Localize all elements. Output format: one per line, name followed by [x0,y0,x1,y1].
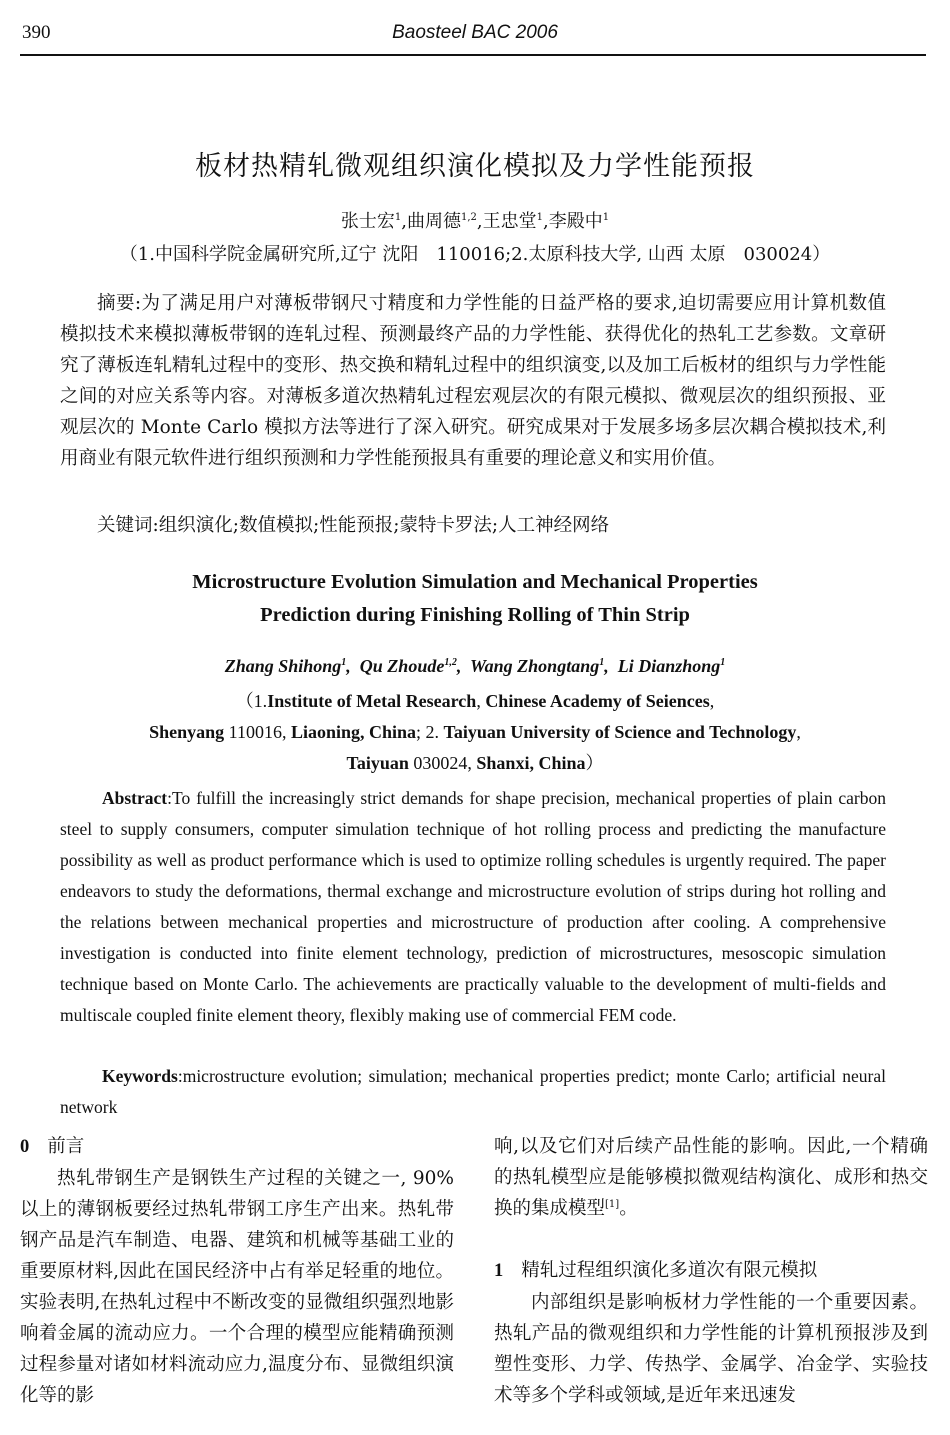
section-title: 精轧过程组织演化多道次有限元模拟 [521,1260,818,1281]
author-sup: 1,2 [460,212,477,223]
section-number: 0 [20,1137,30,1157]
author-sup: 1 [341,657,347,668]
page-number: 390 [22,22,51,43]
affil-num2: 2. [425,722,440,742]
section-number: 1 [494,1261,504,1281]
affil-city1: Shenyang [149,722,225,742]
running-title: Baosteel BAC 2006 [392,22,558,43]
paper-title-en [0,566,950,632]
author-name-en: Zhang Shihong [224,656,342,676]
keywords-en-label: Keywords [102,1066,178,1086]
affil-zip2: 030024 [413,753,468,773]
citation: [1] [605,1199,620,1210]
affil-en-line1: （1.Institute of Metal Research, Chinese Academy of Seiences, [235,691,715,711]
affil-en-line3: Taiyuan 030024, Shanxi, China） [346,753,604,773]
author-name: 王忠堂 [482,211,537,232]
title-en-line2: Prediction during Finishing Rolling of Thin Strip [260,604,690,626]
abstract-en: Abstract:To fulfill the increasingly strict demands for shape precision, mechanical properties of plain carbon steel to supply consumers, computer simulation technique of hot rolling process and predicting the manufacture possibility as well as product performance which is used to optimize rolling schedules is urgently required. The paper endeavors to study the deformations, thermal exchange and microstructure evolution of strips during hot rolling and the relations between mechanical properties and microstructure of production after cooling. A comprehensive investigation is conducted into finite element technology, prediction of microstructures, mesoscopic simulation technique based on Monte Carlo. The achievements are practically valuable to the development of multi-fields and multiscale coupled finite element theory, flexibly making use of commercial FEM code. [60,788,886,1025]
abstract-en-text: To fulfill the increasingly strict demands for shape precision, mechanical properties of plain carbon steel to supply consumers, computer simulation technique of hot rolling process and predicting the manufacture possibility as well as product performance which is used to optimize rolling schedules is urgently required. The paper endeavors to study the deformations, thermal exchange and microstructure evolution of strips during hot rolling and the relations between mechanical properties and microstructure of production after cooling. A comprehensive investigation is conducted into finite element technology, prediction of microstructures, mesoscopic simulation technique based on Monte Carlo. The achievements are practically valuable to the development of multi-fields and multiscale coupled finite element theory, flexibly making use of commercial FEM code. [60,788,886,1025]
affil-city2: Taiyuan [346,753,409,773]
affiliation-zh: （1.中国科学院金属研究所,辽宁 沈阳 110016;2.太原科技大学, 山西 太原 030024） [119,244,831,265]
author-name: 曲周德 [406,211,461,232]
affiliation-en [0,686,950,779]
affil-zip1: 110016 [228,722,282,742]
author-sup: 1,2 [444,657,457,668]
author-sup: 1 [394,212,402,223]
affil-inst1b: Chinese Academy of Seiences [485,691,710,711]
author-name: 李殿中 [548,211,603,232]
affil-close: ） [585,753,604,773]
abstract-zh-text: 摘要:为了满足用户对薄板带钢尺寸精度和力学性能的日益严格的要求,迫切需要应用计算机数值模拟技术来模拟薄板带钢的连轧过程、预测最终产品的力学性能、获得优化的热轧工艺参数。文章研究了薄板连轧精轧过程中的变形、热交换和精轧过程中的组织演变,以及加工后板材的组织与力学性能之间的对应关系等内容。对薄板多道次热精轧过程宏观层次的有限元模拟、微观层次的组织预报、亚观层次的 Monte Carlo 模拟方法等进行了深入研究。研究成果对于发展多场多层次耦合模拟技术,利用商业有限元软件进行组织预测和力学性能预报具有重要的理论意义和实用价值。 [60,293,886,469]
section0-paragraph: 热轧带钢生产是钢铁生产过程的关键之一, 90%以上的薄钢板要经过热轧带钢工序生产出来。热轧带钢产品是汽车制造、电器、建筑和机械等基础工业的重要原材料,因此在国民经济中占有举足轻重的地位。实验表明,在热轧过程中不断改变的显微组织强烈地影响着金属的流动应力。一个合理的模型应能精确预测过程参量对诸如材料流动应力,温度分布、显微组织演化等的影 [20,1168,454,1406]
spacer [494,1224,928,1255]
affil-inst1: Institute of Metal Research [267,691,477,711]
affil-open: （1. [235,691,268,711]
body-column-left [20,1131,454,1411]
keywords-zh [60,510,886,541]
author-name-en: Wang Zhongtang [470,656,600,676]
continuation-text: 响,以及它们对后续产品性能的影响。因此,一个精确的热轧模型应是能够模拟微观结构演化、成形和热交换的集成模型 [494,1136,928,1219]
author-sup: 1 [602,212,610,223]
title-en-line1: Microstructure Evolution Simulation and Mechanical Properties [192,571,758,593]
keywords-en-text: microstructure evolution; simulation; mechanical properties predict; monte Carlo; artificial neural network [60,1066,886,1117]
keywords-en: Keywords:microstructure evolution; simulation; mechanical properties predict; monte Carlo; artificial neural network [60,1066,886,1117]
affil-prov1: Liaoning, China [290,722,417,742]
section0-continuation [494,1131,928,1224]
abstract-en-label: Abstract [102,788,168,808]
author-sup: 1 [536,212,543,223]
paper-title-zh: 板材热精轧微观组织演化模拟及力学性能预报 [195,151,755,182]
author-sup: 1 [720,657,726,668]
affil-inst2: Taiyuan University of Science and Technology [443,722,797,742]
body-column-right [494,1131,928,1411]
affil-en-line2: Shenyang 110016, Liaoning, China; 2. Taiyuan University of Science and Technology, [149,722,801,742]
author-name-en: Li Dianzhong [617,656,721,676]
author-name-en: Qu Zhoude [359,656,445,676]
section-heading-0 [20,1131,454,1163]
section-title: 前言 [47,1136,85,1157]
affil-prov2: Shanxi, China [476,753,586,773]
header-rule [20,54,926,56]
section1-paragraph: 内部组织是影响板材力学性能的一个重要因素。热轧产品的微观组织和力学性能的计算机预报涉及到塑性变形、力学、传热学、金属学、冶金学、实验技术等多个学科或领域,是近年来迅速发 [494,1292,928,1406]
author-sup: 1 [599,657,605,668]
authors-zh: 张士宏$^1$,曲周德$^{1,2}$,王忠堂$^1$,李殿中$^1$ [340,211,610,232]
abstract-zh [60,288,886,474]
author-name: 张士宏 [340,211,395,232]
section-heading-1 [494,1255,928,1287]
keywords-zh-text: 关键词:组织演化;数值模拟;性能预报;蒙特卡罗法;人工神经网络 [97,515,610,536]
continuation-end: 。 [619,1198,638,1219]
authors-en: Zhang Shihong$^1$, Qu Zhoude$^{1,2}$, Wang Zhongtang$^1$, Li Dianzhong$^1$ [224,656,726,676]
